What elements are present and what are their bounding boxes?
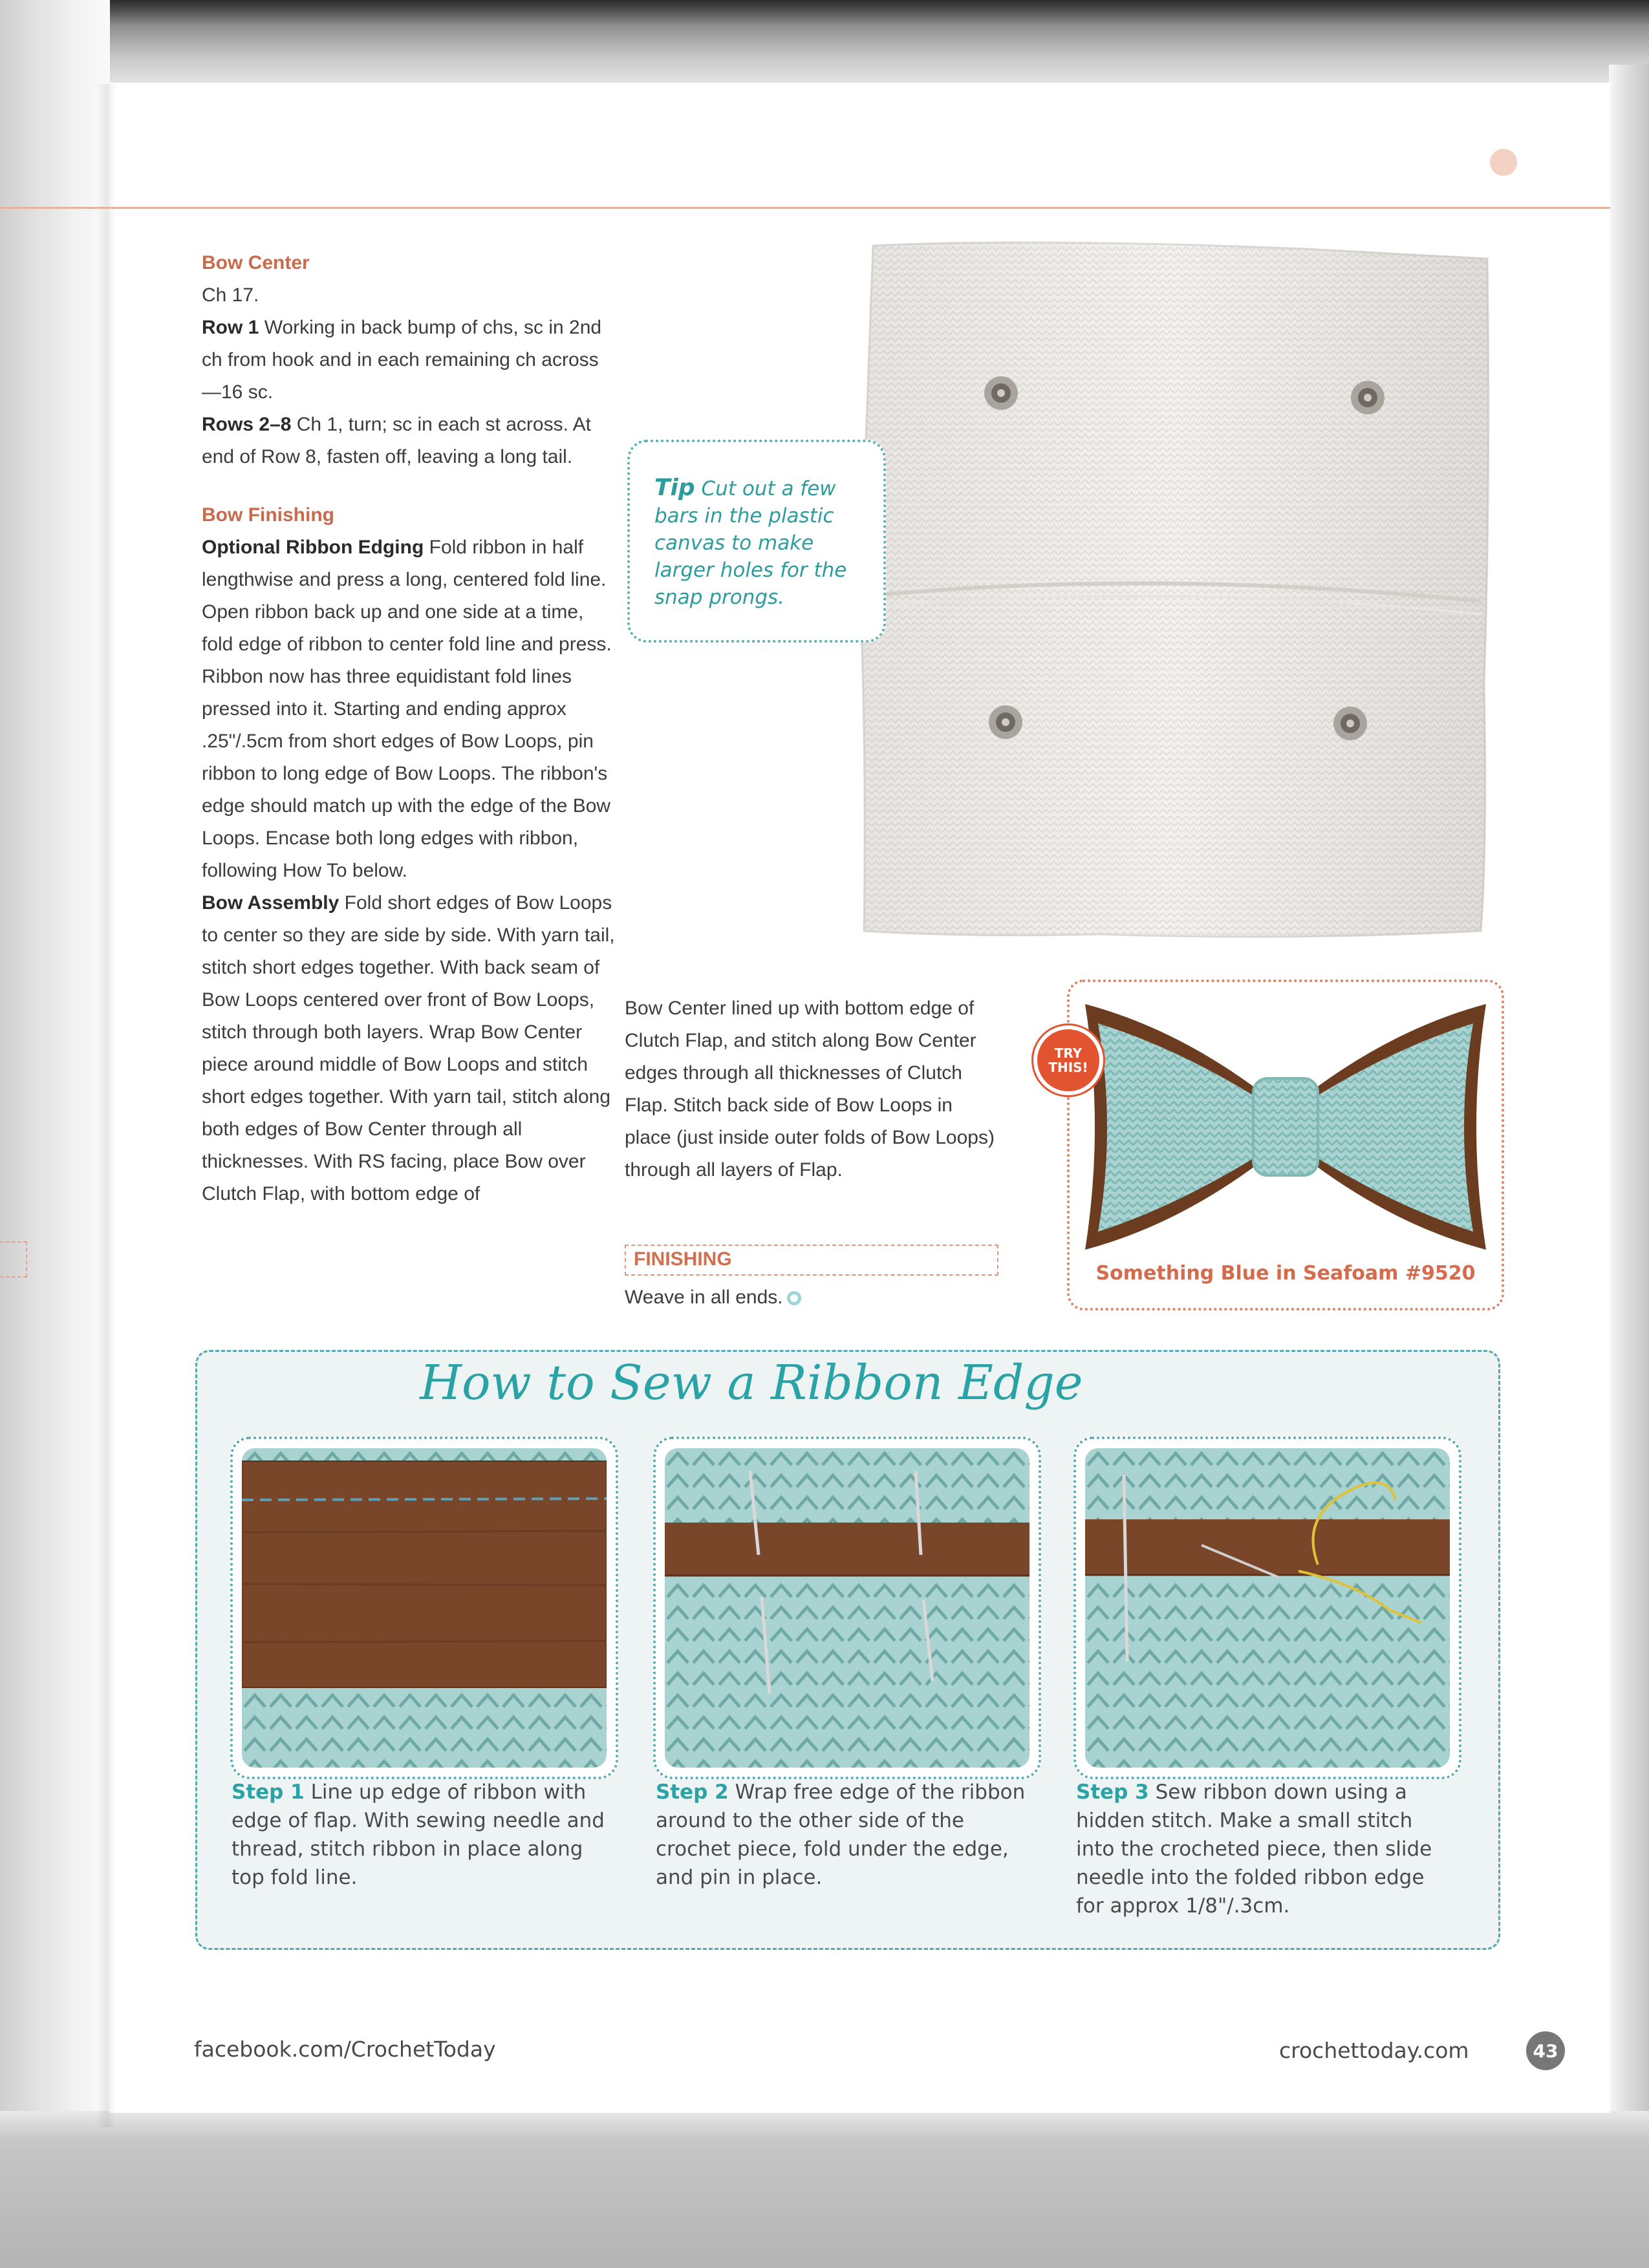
step3-label: Step 3 xyxy=(1076,1781,1149,1804)
step2-photo xyxy=(665,1448,1029,1768)
step1-photo xyxy=(242,1448,607,1768)
clutch-photo xyxy=(841,233,1520,970)
finishing-text-line xyxy=(625,1281,801,1314)
step2-label: Step 2 xyxy=(656,1781,729,1804)
step3-photo-frame xyxy=(1073,1437,1461,1779)
tip-label: Tip xyxy=(654,475,695,501)
bow-assembly-continued: Bow Center lined up with bottom edge of Clutch Flap, and stitch along Bow Center edges through all thicknesses of Clutch Flap. Stitch back side of Bow Loops in place (just inside outer folds of Bow Loops) through all layers of Flap. xyxy=(625,998,995,1181)
bow-center-row1 xyxy=(202,312,616,409)
clutch-illustration xyxy=(841,233,1520,970)
scan-bottom-edge xyxy=(0,2111,1649,2268)
step2-text: Wrap free edge of the ribbon around to the other side of the crochet piece, fold under the edge, and pin in place. xyxy=(656,1781,1026,1889)
page-spine xyxy=(0,0,110,2268)
step1-label: Step 1 xyxy=(232,1781,305,1804)
step1-text: Line up edge of ribbon with edge of flap. With sewing needle and thread, stitch ribbon in place along top fold line. xyxy=(232,1781,605,1889)
rows-label: Rows 2–8 xyxy=(202,414,292,435)
try-this-badge xyxy=(1033,1025,1103,1095)
snap-icon-bottom-right xyxy=(1333,707,1367,740)
step2-illustration xyxy=(665,1448,1029,1768)
try-this-card xyxy=(1067,979,1504,1311)
snap-icon-top-left xyxy=(984,376,1018,410)
bow-assembly-label: Bow Assembly xyxy=(202,892,339,914)
yarn-caption: Something Blue in Seafoam #9520 xyxy=(1095,1262,1476,1285)
try-badge-line1: TRY xyxy=(1054,1045,1083,1061)
bow-photo xyxy=(1079,991,1493,1263)
step1-photo-frame xyxy=(230,1437,618,1779)
instructions-column-left xyxy=(202,247,616,1210)
step2-caption xyxy=(656,1778,1031,1892)
rows-text: Ch 1, turn; sc in each st across. At end of Row 8, fasten off, leaving a long tail. xyxy=(202,414,591,467)
running-head-dot xyxy=(1490,149,1517,176)
facing-page-sliver xyxy=(0,1241,27,1278)
bow-center-heading: Bow Center xyxy=(202,252,310,273)
tip-text-block xyxy=(654,475,874,611)
instructions-column-middle xyxy=(625,992,1000,1186)
bow-finishing-heading: Bow Finishing xyxy=(202,504,334,526)
page-right-edge xyxy=(1609,65,1649,2127)
row1-text: Working in back bump of chs, sc in 2nd ch from hook and in each remaining ch across—16 sc. xyxy=(202,317,602,403)
spine-shadow xyxy=(97,84,116,2127)
howto-title: How to Sew a Ribbon Edge xyxy=(420,1355,1083,1411)
step3-photo xyxy=(1085,1448,1450,1768)
footer-website-link[interactable]: crochettoday.com xyxy=(1279,2038,1469,2063)
tip-box xyxy=(627,440,886,643)
bow-illustration xyxy=(1079,991,1493,1263)
step2-photo-frame xyxy=(653,1437,1041,1779)
snap-icon-bottom-left xyxy=(989,705,1022,739)
finishing-heading-box xyxy=(625,1245,998,1276)
snap-icon-top-right xyxy=(1351,381,1385,414)
finishing-heading: FINISHING xyxy=(634,1248,732,1270)
tip-text: Cut out a few bars in the plastic canvas to make larger holes for the snap prongs. xyxy=(654,477,847,609)
bow-assembly-paragraph xyxy=(202,887,616,1210)
try-badge-line2: THIS! xyxy=(1048,1060,1088,1075)
section-gap xyxy=(202,473,616,499)
step3-illustration xyxy=(1085,1448,1450,1768)
step1-caption xyxy=(232,1778,607,1892)
ribbon-edging-label: Optional Ribbon Edging xyxy=(202,537,424,558)
end-of-pattern-icon xyxy=(787,1291,801,1305)
row1-label: Row 1 xyxy=(202,317,259,338)
step3-text: Sew ribbon down using a hidden stitch. Make a small stitch into the crocheted piece, then slide needle into the folded ribbon edge for approx 1/8"/.3cm. xyxy=(1076,1781,1432,1918)
scan-top-edge xyxy=(0,0,1649,85)
header-rule xyxy=(0,207,1610,209)
bow-assembly-text: Fold short edges of Bow Loops to center so they are side by side. With yarn tail, stitch short edges together. With back seam of Bow Loops centered over front of Bow Loops, stitch through both layers. Wrap Bow Center piece around middle of Bow Loops and stitch short edges together. With yarn tail, stitch along both edges of Bow Center through all thicknesses. With RS facing, place Bow over Clutch Flap, with bottom edge of xyxy=(202,892,615,1204)
step1-illustration xyxy=(242,1448,607,1768)
page-number-badge: 43 xyxy=(1526,2031,1565,2070)
ribbon-edging-paragraph xyxy=(202,531,616,887)
bow-center-chain: Ch 17. xyxy=(202,284,259,306)
step3-caption xyxy=(1076,1778,1451,1920)
finishing-text: Weave in all ends. xyxy=(625,1287,783,1308)
footer-facebook-link[interactable]: facebook.com/CrochetToday xyxy=(194,2037,496,2062)
ribbon-edging-text: Fold ribbon in half lengthwise and press a long, centered fold line. Open ribbon back up and one side at a time, fold edge of ribbon to center fold line and press. Ribbon now has three equidistant fold lines pressed into it. Starting and ending approx .25"/.5cm from short edges of Bow Loops, pin ribbon to long edge of Bow Loops. The ribbon's edge should match up with the edge of the Bow Loops. Encase both long edges with ribbon, following How To below. xyxy=(202,537,612,881)
bow-center-rows xyxy=(202,409,616,473)
